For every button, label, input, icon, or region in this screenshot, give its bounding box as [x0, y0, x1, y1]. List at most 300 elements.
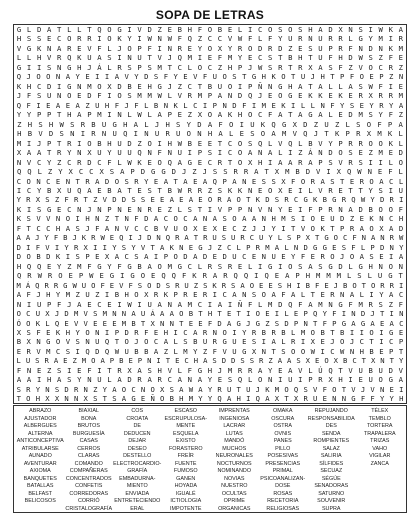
grid-cell[interactable]: Y	[134, 72, 139, 82]
grid-cell[interactable]: I	[16, 185, 22, 195]
grid-cell[interactable]: Q	[67, 53, 72, 63]
grid-cell[interactable]: M	[318, 299, 323, 309]
grid-cell[interactable]: N	[95, 214, 100, 224]
grid-cell[interactable]: D	[147, 233, 152, 243]
grid-cell[interactable]: A	[153, 214, 159, 224]
grid-cell[interactable]: Y	[207, 375, 213, 385]
grid-cell[interactable]: M	[281, 214, 286, 224]
grid-cell[interactable]: Q	[177, 53, 182, 63]
grid-cell[interactable]: P	[109, 356, 115, 366]
grid-cell[interactable]: I	[298, 185, 303, 195]
grid-cell[interactable]: M	[398, 43, 403, 53]
grid-cell[interactable]: J	[154, 119, 160, 129]
grid-cell[interactable]: U	[47, 91, 52, 101]
grid-cell[interactable]: S	[281, 346, 286, 356]
grid-cell[interactable]: O	[107, 34, 112, 44]
grid-cell[interactable]: D	[338, 261, 343, 271]
grid-cell[interactable]: G	[112, 119, 117, 129]
grid-cell[interactable]: E	[288, 185, 293, 195]
grid-cell[interactable]: H	[227, 62, 233, 72]
grid-cell[interactable]: L	[16, 356, 21, 366]
grid-cell[interactable]: W	[340, 346, 345, 356]
grid-cell[interactable]: C	[153, 337, 159, 347]
grid-cell[interactable]: Ñ	[237, 299, 243, 309]
grid-cell[interactable]: G	[281, 119, 287, 129]
grid-cell[interactable]: Q	[16, 100, 22, 110]
grid-cell[interactable]: N	[167, 148, 172, 158]
grid-cell[interactable]: R	[356, 129, 361, 139]
grid-cell[interactable]: A	[26, 375, 32, 385]
grid-cell[interactable]: S	[121, 242, 127, 252]
grid-cell[interactable]: S	[232, 72, 237, 82]
grid-cell[interactable]: R	[247, 365, 253, 375]
grid-cell[interactable]: R	[203, 233, 208, 243]
grid-cell[interactable]: P	[222, 176, 227, 186]
grid-cell[interactable]: U	[226, 384, 232, 394]
grid-cell[interactable]: Y	[291, 252, 296, 262]
grid-cell[interactable]: M	[326, 271, 331, 281]
grid-cell[interactable]: F	[16, 365, 22, 375]
grid-cell[interactable]: H	[167, 138, 172, 148]
grid-cell[interactable]: O	[67, 34, 72, 44]
grid-cell[interactable]: R	[85, 176, 90, 186]
grid-cell[interactable]: L	[173, 346, 178, 356]
grid-cell[interactable]: A	[370, 233, 376, 243]
grid-cell[interactable]: Á	[25, 280, 31, 290]
grid-cell[interactable]: E	[198, 318, 203, 328]
grid-cell[interactable]: B	[27, 129, 33, 139]
grid-cell[interactable]: C	[398, 290, 404, 300]
grid-cell[interactable]: X	[293, 394, 299, 404]
grid-cell[interactable]: C	[227, 138, 233, 148]
grid-cell[interactable]: V	[313, 384, 318, 394]
grid-cell[interactable]: O	[369, 328, 374, 337]
grid-cell[interactable]: Y	[16, 110, 22, 120]
grid-cell[interactable]: O	[236, 195, 241, 205]
grid-cell[interactable]: K	[318, 91, 323, 101]
grid-cell[interactable]: B	[320, 328, 325, 337]
grid-cell[interactable]: A	[232, 290, 237, 300]
grid-cell[interactable]: E	[324, 280, 329, 290]
grid-cell[interactable]: T	[217, 138, 223, 148]
grid-cell[interactable]: I	[80, 129, 86, 139]
grid-cell[interactable]: J	[117, 43, 122, 53]
grid-cell[interactable]: C	[227, 148, 233, 158]
grid-cell[interactable]: F	[360, 394, 366, 404]
grid-cell[interactable]: S	[36, 91, 42, 101]
grid-cell[interactable]: Y	[389, 100, 394, 110]
grid-cell[interactable]: B	[91, 119, 96, 129]
grid-cell[interactable]: V	[193, 72, 198, 82]
grid-cell[interactable]: I	[36, 375, 42, 385]
grid-cell[interactable]: E	[179, 195, 184, 205]
grid-cell[interactable]: J	[167, 53, 172, 63]
grid-cell[interactable]: R	[44, 356, 49, 366]
grid-cell[interactable]: L	[278, 148, 283, 158]
grid-cell[interactable]: Z	[93, 384, 98, 394]
grid-cell[interactable]: J	[349, 337, 355, 347]
grid-cell[interactable]: A	[389, 223, 394, 233]
grid-cell[interactable]: O	[284, 384, 289, 394]
grid-cell[interactable]: M	[378, 148, 383, 158]
grid-cell[interactable]: D	[46, 252, 51, 262]
grid-cell[interactable]: L	[236, 242, 241, 252]
grid-cell[interactable]: S	[127, 62, 132, 72]
grid-cell[interactable]: A	[212, 271, 218, 281]
grid-cell[interactable]: Q	[257, 138, 263, 148]
grid-cell[interactable]: H	[207, 309, 213, 319]
grid-cell[interactable]: E	[377, 167, 383, 177]
grid-cell[interactable]: A	[16, 375, 22, 385]
grid-cell[interactable]: W	[368, 81, 373, 91]
grid-cell[interactable]: N	[26, 365, 32, 375]
grid-cell[interactable]: E	[188, 318, 194, 328]
grid-cell[interactable]: P	[167, 110, 172, 120]
grid-cell[interactable]: P	[379, 72, 384, 82]
grid-cell[interactable]: L	[237, 25, 243, 34]
grid-cell[interactable]: K	[117, 34, 122, 44]
grid-cell[interactable]: E	[188, 242, 194, 252]
grid-cell[interactable]: R	[217, 384, 222, 394]
grid-cell[interactable]: L	[388, 157, 393, 167]
grid-cell[interactable]: V	[157, 53, 162, 63]
grid-cell[interactable]: L	[281, 337, 286, 347]
grid-cell[interactable]: I	[389, 252, 394, 262]
grid-cell[interactable]: Z	[163, 346, 169, 356]
grid-cell[interactable]: I	[300, 337, 306, 347]
grid-cell[interactable]: J	[26, 72, 31, 82]
grid-cell[interactable]: G	[26, 43, 32, 53]
grid-cell[interactable]: S	[183, 337, 188, 347]
grid-cell[interactable]: S	[54, 384, 60, 394]
grid-cell[interactable]: F	[202, 72, 208, 82]
grid-cell[interactable]: I	[298, 204, 303, 214]
grid-cell[interactable]: O	[134, 290, 139, 300]
grid-cell[interactable]: D	[202, 252, 208, 262]
grid-cell[interactable]: R	[298, 157, 303, 167]
grid-cell[interactable]: S	[368, 53, 373, 63]
grid-cell[interactable]: S	[378, 299, 383, 309]
grid-cell[interactable]: R	[26, 346, 31, 356]
grid-cell[interactable]: Z	[157, 25, 162, 34]
grid-cell[interactable]: V	[46, 214, 51, 224]
grid-cell[interactable]: N	[77, 81, 82, 91]
grid-cell[interactable]: P	[207, 91, 213, 101]
grid-cell[interactable]: A	[389, 318, 394, 328]
grid-cell[interactable]: A	[193, 328, 198, 337]
grid-cell[interactable]: E	[127, 204, 132, 214]
grid-cell[interactable]: E	[147, 157, 152, 167]
grid-cell[interactable]: X	[45, 394, 50, 404]
grid-cell[interactable]: E	[251, 176, 257, 186]
grid-cell[interactable]: D	[305, 167, 311, 177]
grid-cell[interactable]: F	[322, 384, 327, 394]
grid-cell[interactable]: A	[349, 290, 355, 300]
grid-cell[interactable]: S	[169, 384, 174, 394]
grid-cell[interactable]: N	[399, 309, 404, 319]
grid-cell[interactable]: S	[67, 375, 72, 385]
grid-cell[interactable]: D	[16, 252, 22, 262]
grid-cell[interactable]: E	[349, 176, 355, 186]
grid-cell[interactable]: B	[63, 233, 68, 243]
grid-cell[interactable]: U	[231, 233, 236, 243]
grid-cell[interactable]: C	[46, 176, 51, 186]
grid-cell[interactable]: Q	[243, 271, 249, 281]
grid-cell[interactable]: Z	[57, 157, 62, 167]
grid-cell[interactable]: R	[259, 356, 264, 366]
grid-cell[interactable]: V	[217, 204, 223, 214]
grid-cell[interactable]: E	[109, 280, 115, 290]
grid-cell[interactable]: I	[120, 271, 125, 281]
grid-cell[interactable]: F	[370, 394, 375, 404]
grid-cell[interactable]: G	[151, 167, 156, 177]
grid-cell[interactable]: F	[298, 299, 303, 309]
grid-cell[interactable]: R	[26, 384, 31, 394]
grid-cell[interactable]: E	[288, 204, 293, 214]
grid-cell[interactable]: B	[308, 138, 313, 148]
grid-cell[interactable]: D	[328, 25, 333, 34]
grid-cell[interactable]: S	[368, 110, 373, 120]
grid-cell[interactable]: A	[202, 176, 208, 186]
grid-cell[interactable]: R	[165, 129, 170, 139]
grid-cell[interactable]: R	[341, 195, 347, 205]
grid-cell[interactable]: A	[133, 119, 138, 129]
grid-cell[interactable]: W	[310, 346, 315, 356]
grid-cell[interactable]: F	[315, 280, 320, 290]
grid-cell[interactable]: S	[251, 290, 257, 300]
grid-cell[interactable]: A	[16, 233, 21, 243]
grid-cell[interactable]: O	[368, 138, 373, 148]
grid-cell[interactable]: T	[340, 176, 345, 186]
grid-cell[interactable]: H	[187, 25, 192, 34]
grid-cell[interactable]: S	[93, 309, 98, 319]
grid-cell[interactable]: O	[255, 309, 260, 319]
grid-cell[interactable]: D	[183, 252, 188, 262]
grid-cell[interactable]: N	[380, 233, 385, 243]
grid-cell[interactable]: R	[212, 337, 217, 347]
grid-cell[interactable]: U	[232, 337, 237, 347]
grid-cell[interactable]: X	[292, 119, 297, 129]
grid-cell[interactable]: L	[187, 62, 192, 72]
grid-cell[interactable]: A	[65, 223, 71, 233]
grid-cell[interactable]: E	[251, 252, 257, 262]
grid-cell[interactable]: Z	[217, 62, 223, 72]
grid-cell[interactable]: I	[288, 148, 293, 158]
grid-cell[interactable]: F	[291, 176, 296, 186]
grid-cell[interactable]: V	[83, 318, 88, 328]
grid-cell[interactable]: S	[45, 195, 50, 205]
grid-cell[interactable]: D	[379, 195, 385, 205]
grid-cell[interactable]: E	[87, 299, 92, 309]
grid-cell[interactable]: I	[197, 53, 203, 63]
grid-cell[interactable]: E	[16, 346, 22, 356]
grid-cell[interactable]: T	[389, 356, 394, 366]
grid-cell[interactable]: T	[157, 185, 162, 195]
grid-cell[interactable]: W	[398, 233, 404, 243]
grid-cell[interactable]: B	[153, 223, 159, 233]
grid-cell[interactable]: F	[247, 34, 253, 44]
grid-cell[interactable]: F	[328, 53, 333, 63]
grid-cell[interactable]: M	[265, 242, 270, 252]
grid-cell[interactable]: P	[398, 337, 404, 347]
grid-cell[interactable]: Y	[35, 384, 41, 394]
grid-cell[interactable]: G	[324, 233, 329, 243]
grid-cell[interactable]: H	[16, 261, 22, 271]
grid-cell[interactable]: P	[332, 318, 337, 328]
grid-cell[interactable]: U	[246, 384, 251, 394]
grid-cell[interactable]: L	[359, 290, 364, 300]
grid-cell[interactable]: K	[387, 129, 393, 139]
grid-cell[interactable]: A	[257, 365, 263, 375]
grid-cell[interactable]: O	[249, 280, 255, 290]
grid-cell[interactable]: I	[173, 328, 178, 337]
grid-cell[interactable]: P	[338, 138, 343, 148]
grid-cell[interactable]: Q	[26, 261, 32, 271]
grid-cell[interactable]: C	[183, 328, 188, 337]
grid-cell[interactable]: I	[26, 299, 32, 309]
grid-cell[interactable]: J	[72, 233, 77, 243]
grid-cell[interactable]: A	[207, 119, 213, 129]
grid-cell[interactable]: Q	[119, 233, 124, 243]
grid-cell[interactable]: A	[298, 110, 303, 120]
grid-cell[interactable]: W	[360, 195, 366, 205]
grid-cell[interactable]: C	[187, 261, 192, 271]
grid-cell[interactable]: O	[281, 72, 286, 82]
grid-cell[interactable]: O	[127, 43, 132, 53]
grid-cell[interactable]: X	[83, 242, 88, 252]
grid-cell[interactable]: O	[121, 384, 127, 394]
grid-cell[interactable]: G	[130, 271, 135, 281]
grid-cell[interactable]: S	[75, 223, 80, 233]
grid-cell[interactable]: S	[124, 176, 129, 186]
grid-cell[interactable]: N	[137, 204, 142, 214]
grid-cell[interactable]: Q	[16, 72, 22, 82]
grid-cell[interactable]: X	[308, 62, 313, 72]
grid-cell[interactable]: X	[274, 394, 280, 404]
grid-cell[interactable]: N	[268, 81, 273, 91]
grid-cell[interactable]: N	[167, 299, 172, 309]
grid-cell[interactable]: N	[379, 384, 385, 394]
grid-cell[interactable]: S	[318, 261, 323, 271]
grid-cell[interactable]: O	[229, 119, 234, 129]
grid-cell[interactable]: R	[87, 34, 92, 44]
grid-cell[interactable]: N	[156, 233, 161, 243]
grid-cell[interactable]: C	[57, 34, 62, 44]
grid-cell[interactable]: N	[247, 185, 253, 195]
grid-cell[interactable]: L	[144, 100, 149, 110]
grid-cell[interactable]: D	[398, 223, 404, 233]
grid-cell[interactable]: E	[338, 185, 343, 195]
grid-cell[interactable]: O	[261, 290, 266, 300]
grid-cell[interactable]: E	[358, 148, 363, 158]
grid-cell[interactable]: A	[203, 356, 208, 366]
grid-cell[interactable]: H	[77, 62, 82, 72]
grid-cell[interactable]: I	[388, 81, 393, 91]
grid-cell[interactable]: F	[157, 148, 162, 158]
grid-cell[interactable]: F	[338, 62, 343, 72]
grid-cell[interactable]: Q	[104, 346, 110, 356]
grid-cell[interactable]: A	[217, 110, 223, 120]
grid-cell[interactable]: F	[398, 299, 403, 309]
grid-cell[interactable]: O	[222, 72, 227, 82]
grid-cell[interactable]: O	[173, 252, 178, 262]
grid-cell[interactable]: E	[187, 43, 192, 53]
grid-cell[interactable]: S	[348, 148, 353, 158]
grid-cell[interactable]: Q	[247, 91, 253, 101]
grid-cell[interactable]: A	[285, 271, 290, 281]
grid-cell[interactable]: Y	[379, 394, 385, 404]
grid-cell[interactable]: S	[26, 34, 32, 44]
grid-cell[interactable]: I	[300, 214, 306, 224]
grid-cell[interactable]: N	[101, 129, 107, 139]
grid-cell[interactable]: H	[236, 394, 241, 404]
grid-cell[interactable]: O	[300, 346, 306, 356]
grid-cell[interactable]: K	[16, 204, 22, 214]
grid-cell[interactable]: N	[147, 356, 152, 366]
grid-cell[interactable]: G	[67, 81, 72, 91]
grid-cell[interactable]: C	[197, 299, 203, 309]
grid-cell[interactable]: I	[378, 157, 383, 167]
grid-cell[interactable]: Á	[150, 309, 155, 319]
grid-cell[interactable]: B	[36, 252, 41, 262]
grid-cell[interactable]: E	[197, 157, 203, 167]
grid-cell[interactable]: S	[187, 204, 192, 214]
grid-cell[interactable]: Q	[54, 318, 60, 328]
grid-cell[interactable]: P	[318, 204, 323, 214]
grid-cell[interactable]: S	[26, 214, 31, 224]
grid-cell[interactable]: D	[87, 157, 92, 167]
grid-cell[interactable]: L	[247, 375, 253, 385]
grid-cell[interactable]: O	[359, 72, 364, 82]
grid-cell[interactable]: O	[179, 309, 184, 319]
grid-cell[interactable]: A	[254, 167, 259, 177]
grid-cell[interactable]: S	[131, 195, 136, 205]
grid-cell[interactable]: H	[26, 81, 32, 91]
grid-cell[interactable]: C	[36, 157, 42, 167]
grid-cell[interactable]: H	[368, 261, 373, 271]
grid-cell[interactable]: M	[157, 62, 162, 72]
grid-cell[interactable]: F	[398, 204, 403, 214]
grid-cell[interactable]: D	[48, 129, 54, 139]
grid-cell[interactable]: E	[259, 280, 264, 290]
grid-cell[interactable]: E	[398, 81, 403, 91]
grid-cell[interactable]: H	[257, 157, 263, 167]
grid-cell[interactable]: Q	[233, 271, 238, 281]
grid-cell[interactable]: V	[222, 346, 227, 356]
grid-cell[interactable]: O	[338, 148, 343, 158]
grid-cell[interactable]: Y	[16, 195, 21, 205]
grid-cell[interactable]: T	[114, 214, 120, 224]
grid-cell[interactable]: R	[202, 328, 208, 337]
grid-cell[interactable]: S	[250, 129, 255, 139]
grid-cell[interactable]: N	[147, 148, 152, 158]
grid-cell[interactable]: G	[255, 318, 260, 328]
grid-cell[interactable]: J	[207, 242, 213, 252]
grid-cell[interactable]: H	[104, 100, 110, 110]
grid-cell[interactable]: W	[167, 34, 172, 44]
grid-cell[interactable]: U	[288, 34, 293, 44]
grid-cell[interactable]: P	[137, 62, 142, 72]
grid-cell[interactable]: F	[57, 299, 62, 309]
grid-cell[interactable]: Y	[268, 233, 273, 243]
grid-cell[interactable]: Q	[351, 195, 356, 205]
grid-cell[interactable]: F	[207, 318, 213, 328]
grid-cell[interactable]: O	[288, 25, 293, 34]
grid-cell[interactable]: Z	[313, 119, 319, 129]
grid-cell[interactable]: P	[78, 271, 84, 281]
grid-cell[interactable]: F	[352, 233, 357, 243]
grid-cell[interactable]: I	[117, 53, 122, 63]
